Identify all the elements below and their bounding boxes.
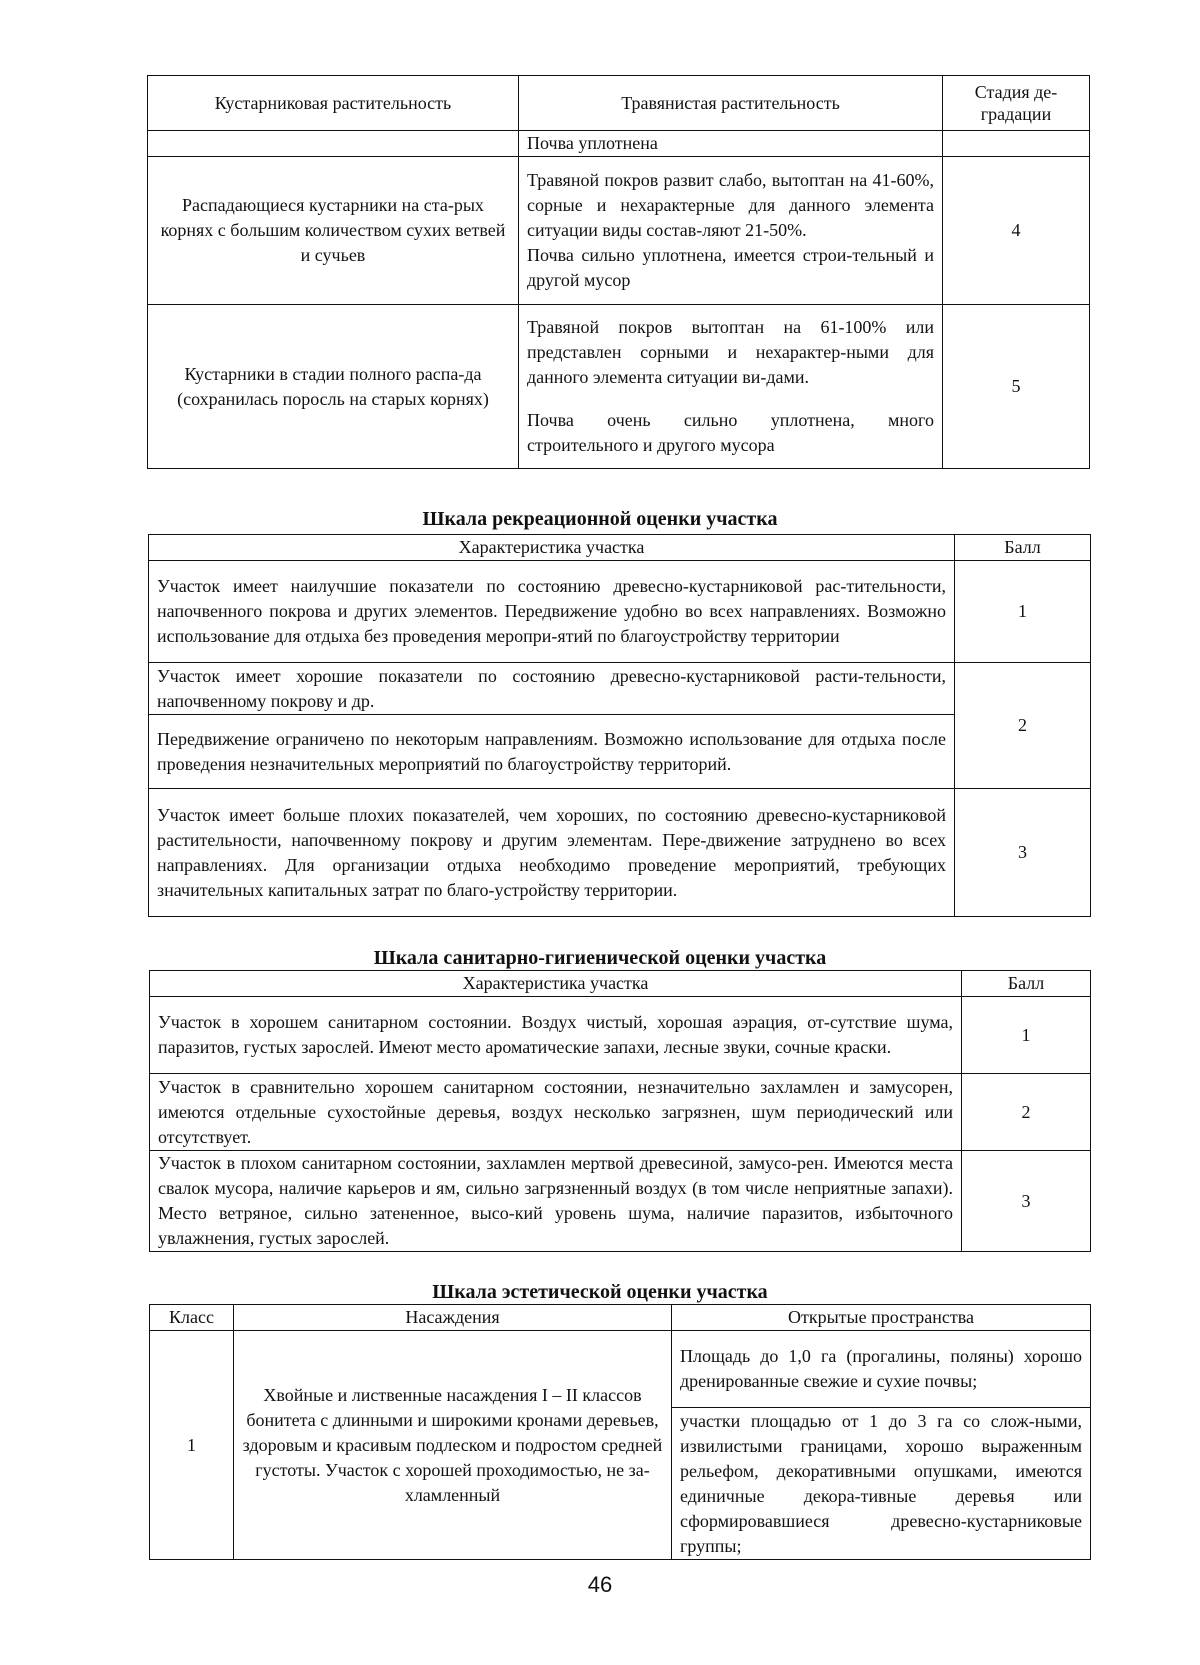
characteristic-cell: Участок имеет наилучшие показатели по состоянию древесно-кустарниковой рас-тительности, напочвенного покрова и других элементов. Передвижение удобно во всех направлениях. Возможно использование для отдыха без проведения меропри-ятий по благоустройству территории xyxy=(149,561,955,663)
degradation-table xyxy=(147,75,1090,469)
header-characteristic: Характеристика участка xyxy=(150,971,962,997)
score-cell: 1 xyxy=(955,561,1091,663)
spacer xyxy=(527,390,934,408)
empty-cell xyxy=(943,131,1090,157)
aesthetic-scale-table xyxy=(149,1304,1091,1560)
recreational-scale-table xyxy=(148,534,1091,917)
shrub-cell: Распадающиеся кустарники на ста-рых корнях с большим количеством сухих ветвей и сучьев xyxy=(148,157,519,305)
characteristic-cell: Участок в хорошем санитарном состоянии. Воздух чистый, хорошая аэрация, от-сутствие шума, паразитов, густых зарослей. Имеют место ароматические запахи, лесные звуки, сочные краски. xyxy=(150,997,962,1074)
grass-text: Травяной покров развит слабо, вытоптан на 41-60%, сорные и нехарактерные для данного элемента ситуации виды состав-ляют 21-50%. xyxy=(527,170,934,240)
plantings-cell: Хвойные и лиственные насаждения I – II классов бонитета с длинными и широкими кронами деревьев, здоровым и красивым подлеском и подростом средней густоты. Участок с хорошей проходимостью, не за-хламленный xyxy=(234,1331,672,1560)
header-shrub: Кустарниковая растительность xyxy=(148,76,519,131)
header-open-spaces: Открытые пространства xyxy=(672,1305,1091,1331)
table-row xyxy=(148,131,1090,157)
table-row xyxy=(150,997,1091,1074)
page-number: 46 xyxy=(587,1572,613,1597)
characteristic-cell: Участок в плохом санитарном состоянии, захламлен мертвой древесиной, замусо-рен. Имеются места свалок мусора, наличие карьеров и ям, сильно загрязненный воздух (в том числе неприятные запахи). Место ветряное, сильно затененное, высо-кий уровень шума, наличие паразитов, избыточного увлажнения, густых зарослей. xyxy=(150,1151,962,1252)
grass-cell: Почва уплотнена xyxy=(519,131,943,157)
header-plantings: Насаждения xyxy=(234,1305,672,1331)
table-row xyxy=(148,157,1090,305)
score-cell: 3 xyxy=(955,789,1091,917)
score-cell: 2 xyxy=(962,1074,1091,1151)
characteristic-cell: Участок в сравнительно хорошем санитарном состоянии, незначительно захламлен и замусорен, имеются отдельные сухостойные деревья, воздух несколько загрязнен, шум периодический или отсутствует. xyxy=(150,1074,962,1151)
stage-cell: 4 xyxy=(943,157,1090,305)
table-header-row xyxy=(150,971,1091,997)
characteristic-cell: Участок имеет хорошие показатели по состоянию древесно-кустарниковой расти-тельности, напочвенному покрову и др. xyxy=(149,663,955,715)
sanitary-scale-table xyxy=(149,970,1091,1252)
header-score: Балл xyxy=(962,971,1091,997)
score-cell: 3 xyxy=(962,1151,1091,1252)
table-row xyxy=(150,1331,1091,1408)
class-cell: 1 xyxy=(150,1331,234,1560)
open-space-cell: Площадь до 1,0 га (прогалины, поляны) хорошо дренированные свежие и сухие почвы; xyxy=(672,1331,1091,1408)
table-row xyxy=(149,561,1091,663)
stage-cell: 5 xyxy=(943,305,1090,469)
header-class: Класс xyxy=(150,1305,234,1331)
empty-cell xyxy=(148,131,519,157)
table-header-row xyxy=(149,535,1091,561)
sanitary-scale-title: Шкала санитарно-гигиенической оценки участка xyxy=(373,947,827,969)
table-row xyxy=(149,789,1091,917)
table-row xyxy=(150,1151,1091,1252)
characteristic-cell: Передвижение ограничено по некоторым направлениям. Возможно использование для отдыха после проведения незначительных мероприятий по благоустройству территорий. xyxy=(149,715,955,789)
open-space-cell: участки площадью от 1 до 3 га со слож-ными, извилистыми границами, хорошо выраженным рельефом, декоративными опушками, имеются единичные декора-тивные деревья или сформировавшиеся древесно-кустарниковые группы; xyxy=(672,1408,1091,1560)
table-row xyxy=(148,305,1090,469)
grass-text: Почва очень сильно уплотнена, много строительного и другого мусора xyxy=(527,410,934,455)
table-header-row xyxy=(150,1305,1091,1331)
characteristic-cell: Участок имеет больше плохих показателей, чем хороших, по состоянию древесно-кустарниковой растительности, напочвенному покрову и другим элементам. Пере-движение затруднено во всех направлениях. Для организации отдыха необходимо проведение мероприятий, требующих значительных капитальных затрат по благо-устройству территории. xyxy=(149,789,955,917)
table-header-row xyxy=(148,76,1090,131)
table-row xyxy=(149,663,1091,715)
grass-text: Травяной покров вытоптан на 61-100% или представлен сорными и нехарактер-ными для данного элемента ситуации ви-дами. xyxy=(527,317,934,387)
shrub-cell: Кустарники в стадии полного распа-да (сохранилась поросль на старых корнях) xyxy=(148,305,519,469)
grass-cell xyxy=(519,305,943,469)
header-score: Балл xyxy=(955,535,1091,561)
recreational-scale-title: Шкала рекреационной оценки участка xyxy=(422,508,778,530)
score-cell: 2 xyxy=(955,663,1091,789)
header-grass: Травянистая растительность xyxy=(519,76,943,131)
header-characteristic: Характеристика участка xyxy=(149,535,955,561)
grass-cell xyxy=(519,157,943,305)
score-cell: 1 xyxy=(962,997,1091,1074)
header-stage: Стадия де-градации xyxy=(943,76,1090,131)
table-row xyxy=(150,1074,1091,1151)
aesthetic-scale-title: Шкала эстетической оценки участка xyxy=(432,1281,768,1303)
table-row xyxy=(149,715,1091,789)
grass-text: Почва сильно уплотнена, имеется строи-тельный и другой мусор xyxy=(527,245,934,290)
